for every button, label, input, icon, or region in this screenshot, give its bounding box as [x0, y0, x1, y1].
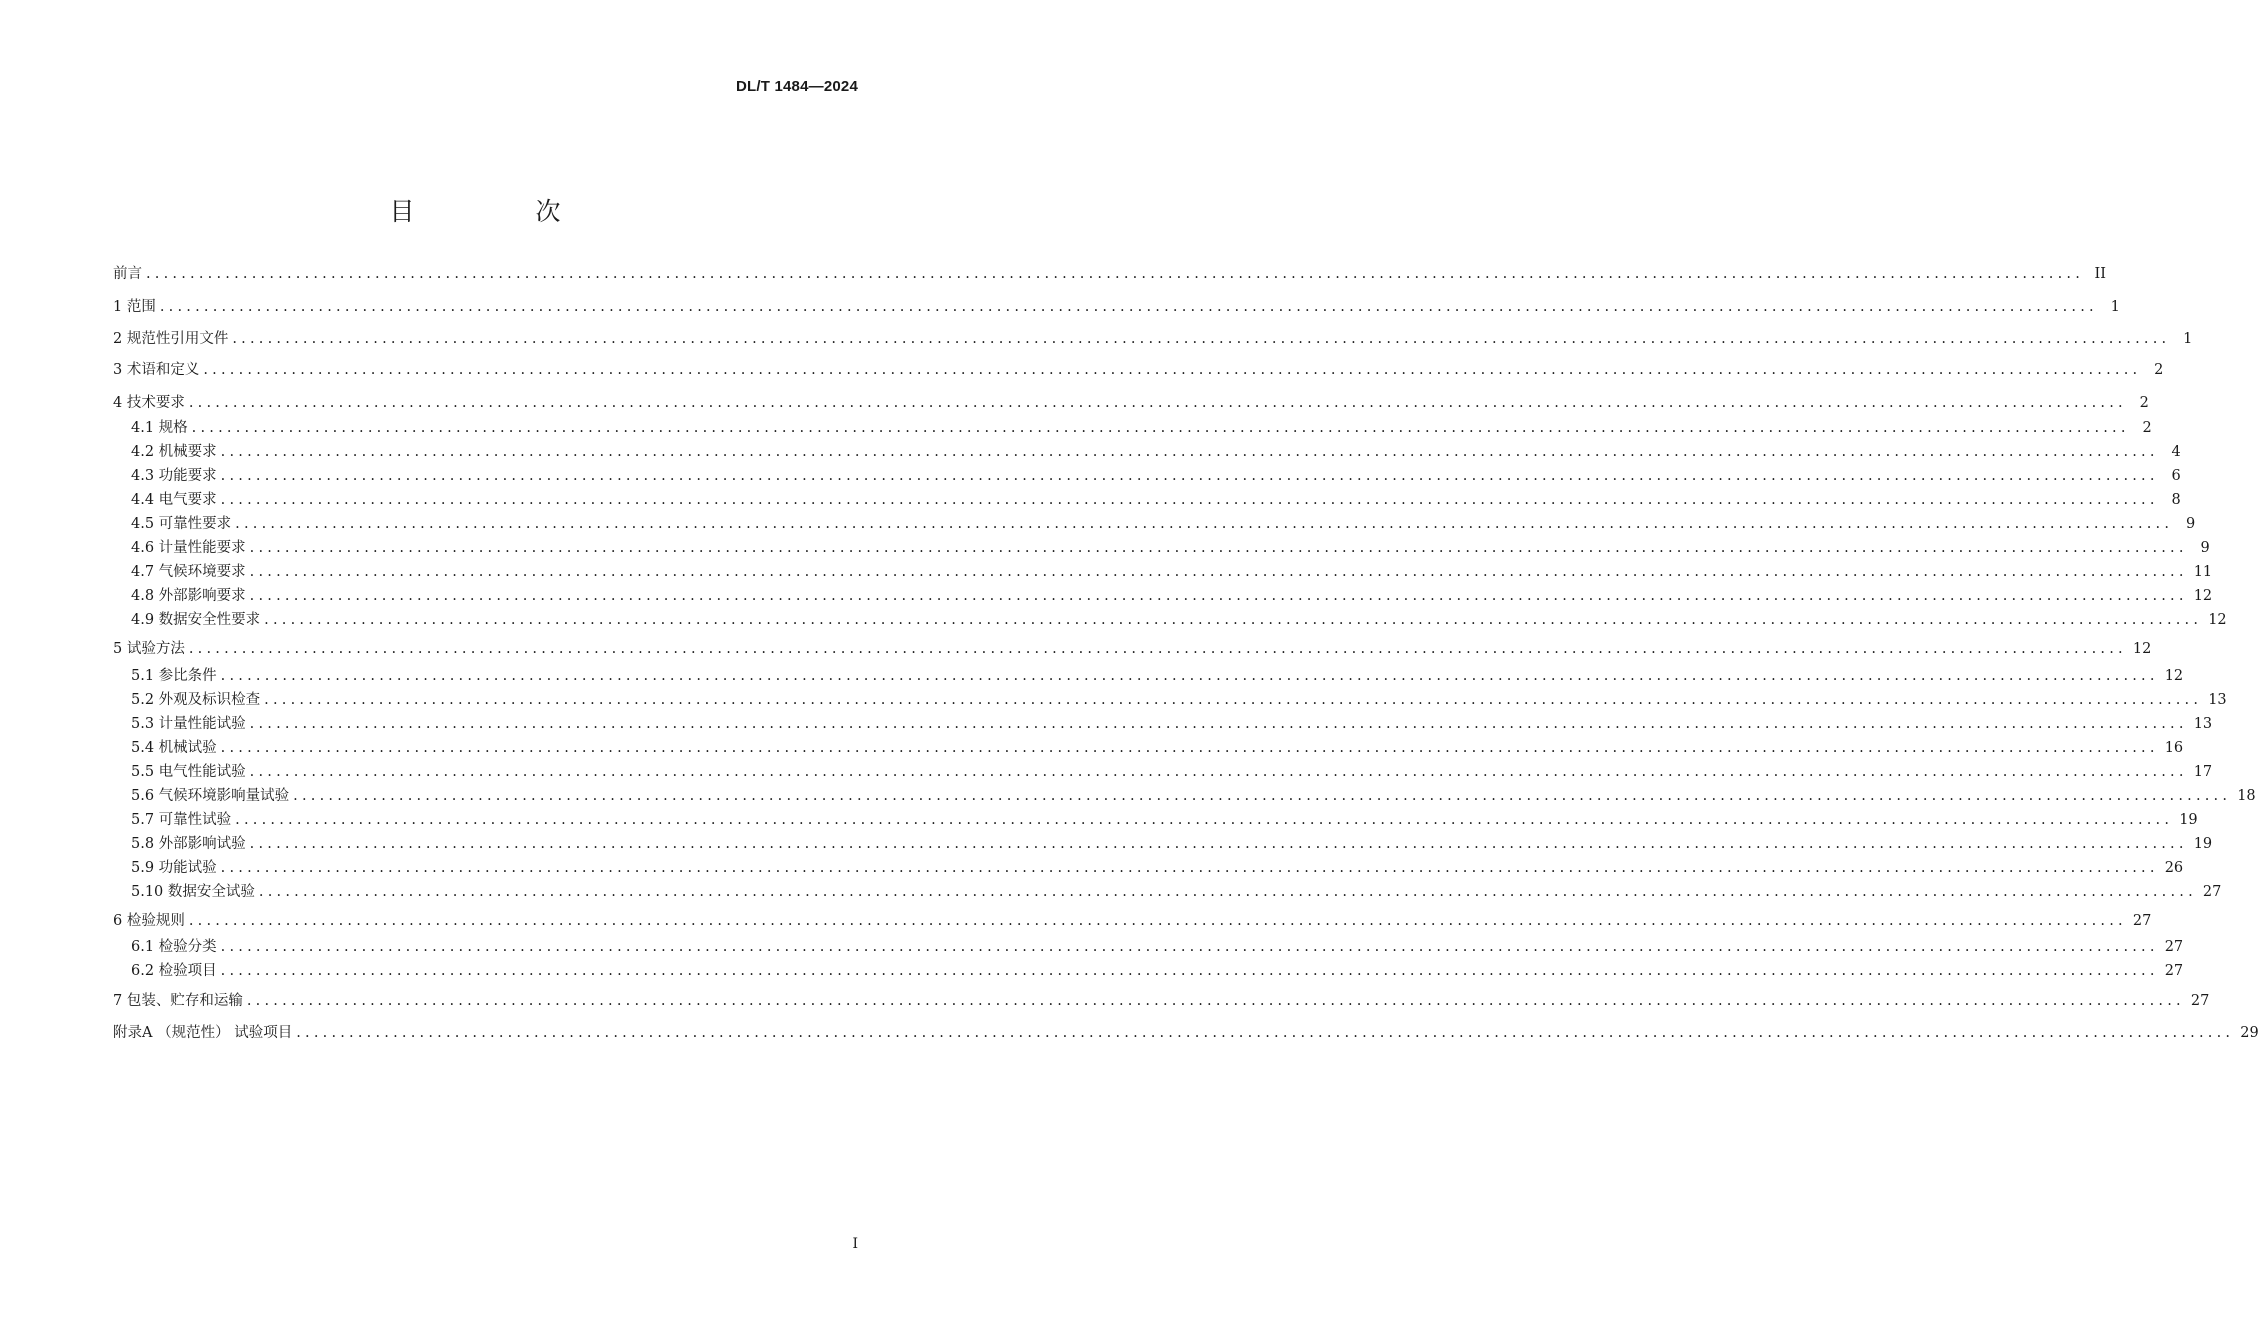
toc-leader-dots: ............................................................................................................................................................................................................................ — [220, 963, 2159, 979]
toc-entry-page: 12 — [2164, 668, 2184, 684]
toc-entry-page: 1 — [2110, 299, 2120, 315]
toc-entry-label: 4.5 可靠性要求 — [131, 516, 232, 532]
toc-entry[interactable] — [131, 960, 2184, 982]
toc-entry-label: 4.8 外部影响要求 — [131, 588, 246, 604]
toc-leader-dots: ............................................................................................................................................................................................................................ — [220, 860, 2159, 876]
toc-leader-dots: ............................................................................................................................................................................................................................ — [220, 939, 2159, 955]
toc-entry-label: 7 包装、贮存和运输 — [113, 993, 243, 1009]
toc-entry[interactable] — [113, 359, 2164, 381]
toc-leader-dots: ............................................................................................................................................................................................................................ — [220, 668, 2159, 684]
toc-leader-dots: ............................................................................................................................................................................................................................ — [246, 993, 2185, 1009]
toc-entry[interactable] — [113, 392, 2149, 414]
toc-entry-label: 4.7 气候环境要求 — [131, 564, 246, 580]
toc-entry-page: 16 — [2164, 740, 2184, 756]
toc-entry-label: 5.2 外观及标识检查 — [131, 692, 261, 708]
toc-entry-label: 前言 — [113, 266, 142, 282]
toc-leader-dots: ............................................................................................................................................................................................................................ — [188, 641, 2127, 657]
toc-entry-page: 13 — [2208, 692, 2227, 708]
toc-entry[interactable] — [131, 689, 2227, 711]
toc-entry[interactable] — [131, 561, 2213, 583]
toc-entry-page: 11 — [2193, 564, 2213, 580]
toc-leader-dots: ............................................................................................................................................................................................................................ — [249, 564, 2188, 580]
toc-entry-label: 5.1 参比条件 — [131, 668, 217, 684]
toc-entry-page: 27 — [2164, 939, 2184, 955]
toc-entry-label: 4.6 计量性能要求 — [131, 540, 246, 556]
toc-leader-dots: ............................................................................................................................................................................................................................ — [146, 266, 2085, 282]
toc-leader-dots: ............................................................................................................................................................................................................................ — [203, 362, 2142, 378]
toc-entry[interactable] — [131, 857, 2184, 879]
toc-entry[interactable] — [131, 417, 2152, 439]
toc-leader-dots: ............................................................................................................................................................................................................................ — [220, 740, 2159, 756]
toc-entry-label: 5.4 机械试验 — [131, 740, 217, 756]
toc-entry-label: 6 检验规则 — [113, 913, 185, 929]
toc-entry[interactable] — [131, 936, 2184, 958]
toc-entry[interactable] — [131, 761, 2213, 783]
toc-entry-page: 13 — [2193, 716, 2213, 732]
toc-entry-label: 5.3 计量性能试验 — [131, 716, 246, 732]
toc-entry[interactable] — [131, 585, 2213, 607]
toc-entry-page: 6 — [2171, 468, 2181, 484]
toc-entry[interactable] — [113, 296, 2120, 318]
toc-entry[interactable] — [131, 465, 2181, 487]
toc-leader-dots: ............................................................................................................................................................................................................................ — [188, 395, 2127, 411]
toc-entry-page: 18 — [2237, 788, 2256, 804]
toc-entry-label: 4.3 功能要求 — [131, 468, 217, 484]
toc-entry-page: 8 — [2171, 492, 2181, 508]
toc-entry[interactable] — [113, 990, 2210, 1012]
toc-entry-label: 5.6 气候环境影响量试验 — [131, 788, 290, 804]
toc-leader-dots: ............................................................................................................................................................................................................................ — [249, 764, 2188, 780]
toc-leader-dots: ............................................................................................................................................................................................................................ — [264, 692, 2203, 708]
toc-entry-label: 2 规范性引用文件 — [113, 331, 229, 347]
toc-entry-page: 2 — [2139, 395, 2149, 411]
toc-leader-dots: ............................................................................................................................................................................................................................ — [159, 299, 2098, 315]
toc-entry[interactable] — [131, 489, 2181, 511]
toc-entry[interactable] — [131, 713, 2213, 735]
toc-leader-dots: ............................................................................................................................................................................................................................ — [249, 716, 2188, 732]
toc-entry[interactable] — [131, 537, 2210, 559]
toc-entry[interactable] — [131, 737, 2184, 759]
toc-leader-dots: ............................................................................................................................................................................................................................ — [249, 836, 2188, 852]
toc-entry-label: 5.9 功能试验 — [131, 860, 217, 876]
toc-entry-label: 5.8 外部影响试验 — [131, 836, 246, 852]
toc-entry-page: 19 — [2193, 836, 2213, 852]
toc-leader-dots: ............................................................................................................................................................................................................................ — [188, 913, 2127, 929]
toc-leader-dots: ............................................................................................................................................................................................................................ — [220, 492, 2159, 508]
toc-entry-page: 27 — [2164, 963, 2184, 979]
toc-leader-dots: ............................................................................................................................................................................................................................ — [258, 884, 2197, 900]
toc-entry[interactable] — [131, 665, 2184, 687]
page-number: I — [852, 1236, 858, 1252]
toc-entry-label: 4.9 数据安全性要求 — [131, 612, 261, 628]
toc-leader-dots: ............................................................................................................................................................................................................................ — [191, 420, 2130, 436]
toc-entry-label: 5 试验方法 — [113, 641, 185, 657]
toc-entry-page: 4 — [2171, 444, 2181, 460]
toc-entry[interactable] — [113, 910, 2152, 932]
toc-entry-page: 2 — [2142, 420, 2152, 436]
toc-entry-label: 5.5 电气性能试验 — [131, 764, 246, 780]
toc-entry[interactable] — [113, 328, 2193, 350]
toc-entry-page: 12 — [2208, 612, 2227, 628]
toc-entry[interactable] — [113, 638, 2152, 660]
toc-leader-dots: ............................................................................................................................................................................................................................ — [220, 468, 2159, 484]
toc-entry-page: 26 — [2164, 860, 2184, 876]
toc-leader-dots: ............................................................................................................................................................................................................................ — [264, 612, 2203, 628]
toc-entry-label: 4 技术要求 — [113, 395, 185, 411]
toc-entry-label: 5.7 可靠性试验 — [131, 812, 232, 828]
toc-leader-dots: ............................................................................................................................................................................................................................ — [293, 788, 2232, 804]
toc-entry-page: 9 — [2185, 516, 2196, 532]
toc-entry-page: 27 — [2132, 913, 2152, 929]
toc-entry-label: 3 术语和定义 — [113, 362, 200, 378]
toc-leader-dots: ............................................................................................................................................................................................................................ — [235, 516, 2174, 532]
toc-entry[interactable] — [131, 441, 2181, 463]
toc-entry-label: 5.10 数据安全试验 — [131, 884, 255, 900]
toc-leader-dots: ............................................................................................................................................................................................................................ — [249, 588, 2188, 604]
toc-entry-page: 19 — [2179, 812, 2198, 828]
toc-leader-dots: ............................................................................................................................................................................................................................ — [235, 812, 2174, 828]
toc-entry-page: 29 — [2240, 1025, 2259, 1041]
toc-leader-dots: ............................................................................................................................................................................................................................ — [232, 331, 2171, 347]
toc-entry-page: II — [2094, 266, 2107, 282]
toc-leader-dots: ............................................................................................................................................................................................................................ — [249, 540, 2188, 556]
page-title: 目 次 — [389, 197, 609, 226]
toc-entry-label: 1 范围 — [113, 299, 156, 315]
toc-entry-label: 4.2 机械要求 — [131, 444, 217, 460]
toc-entry-page: 27 — [2190, 993, 2210, 1009]
toc-entry[interactable] — [131, 785, 2256, 807]
toc-entry[interactable] — [131, 881, 2222, 903]
toc-entry-page: 2 — [2154, 362, 2164, 378]
toc-entry[interactable] — [131, 833, 2213, 855]
toc-entry[interactable] — [113, 1022, 2259, 1044]
toc-entry-label: 6.2 检验项目 — [131, 963, 217, 979]
toc-entry-page: 17 — [2193, 764, 2213, 780]
toc-entry-label: 附录A （规范性） 试验项目 — [113, 1025, 293, 1041]
document-code: DL/T 1484—2024 — [735, 78, 858, 95]
toc-entry[interactable] — [131, 809, 2198, 831]
toc-entry-label: 4.4 电气要求 — [131, 492, 217, 508]
toc-entry[interactable] — [113, 263, 2107, 285]
toc-entry-page: 1 — [2183, 331, 2193, 347]
toc-entry[interactable] — [131, 513, 2196, 535]
toc-entry-page: 9 — [2200, 540, 2210, 556]
toc-leader-dots: ............................................................................................................................................................................................................................ — [220, 444, 2159, 460]
toc-entry[interactable] — [131, 609, 2227, 631]
toc-entry-label: 4.1 规格 — [131, 420, 188, 436]
toc-entry-label: 6.1 检验分类 — [131, 939, 217, 955]
toc-leader-dots: ............................................................................................................................................................................................................................ — [296, 1025, 2235, 1041]
toc-entry-page: 12 — [2132, 641, 2152, 657]
toc-entry-page: 27 — [2202, 884, 2222, 900]
toc-entry-page: 12 — [2193, 588, 2213, 604]
